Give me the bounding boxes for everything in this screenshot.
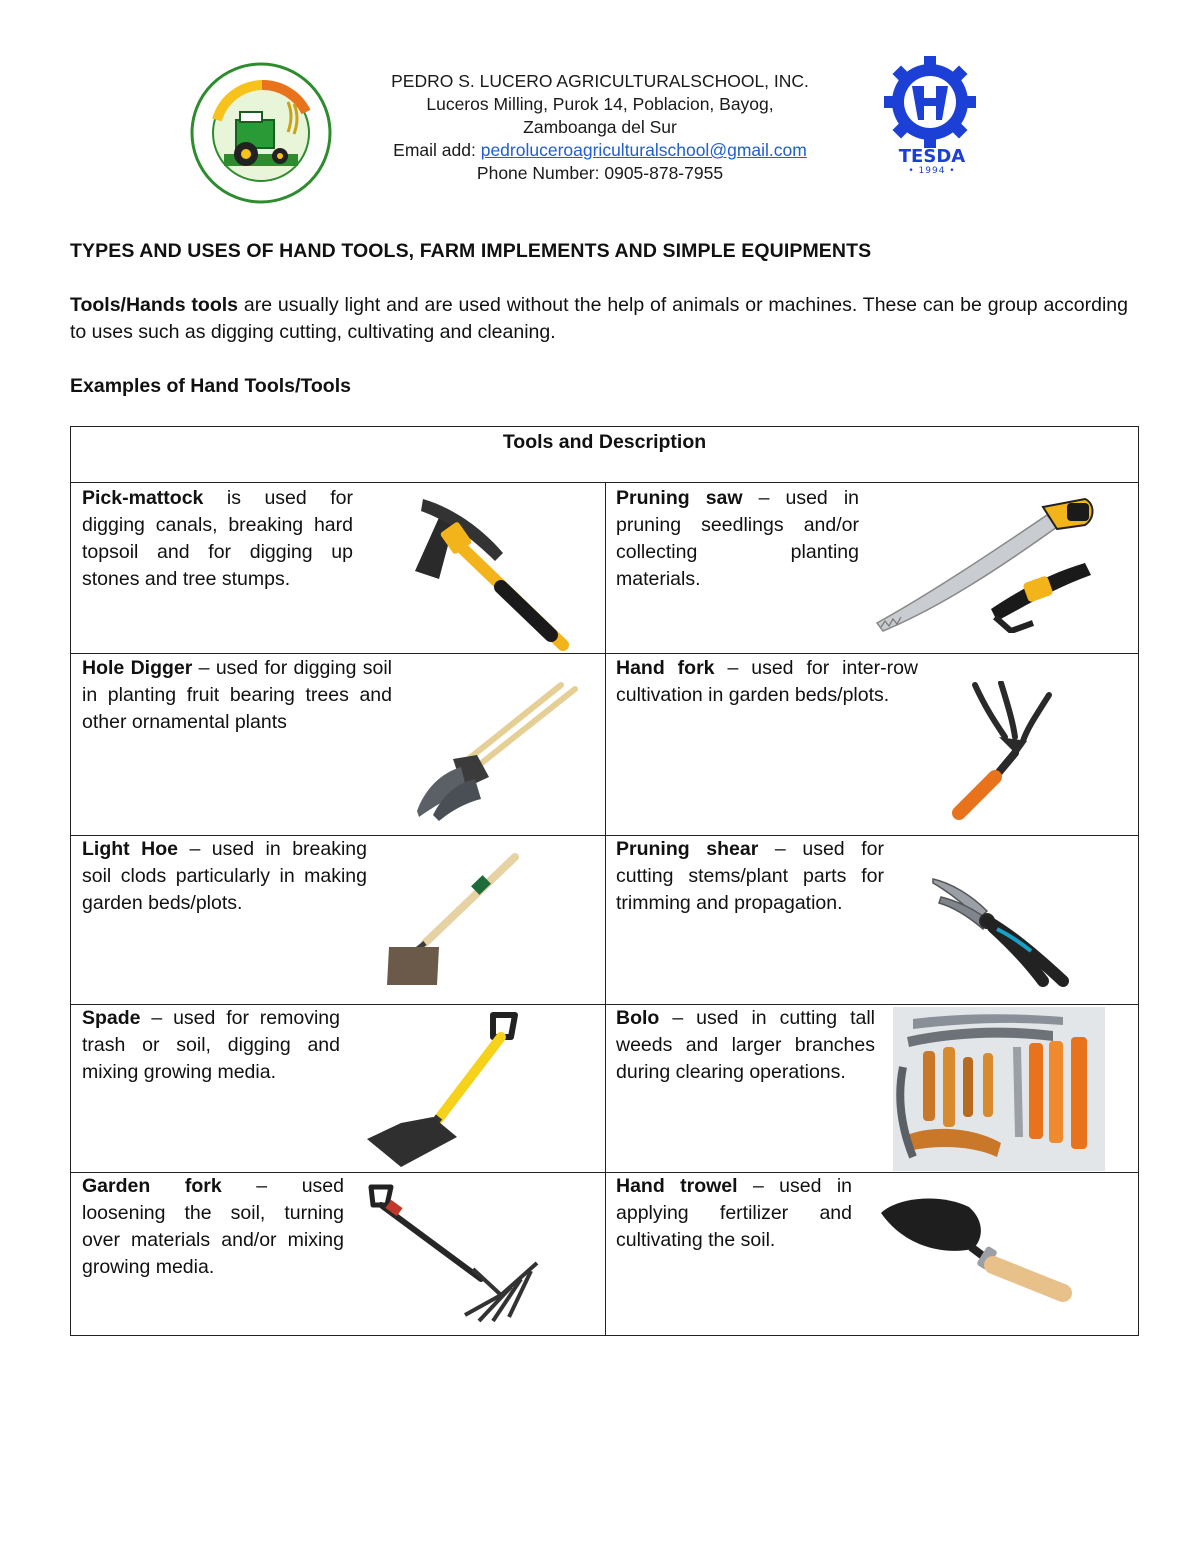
tool-description: is used for digging canals, breaking hard topsoil and for digging up stones and tree stumps. bbox=[82, 487, 353, 590]
tool-description: – used for removing trash or soil, digging and mixing growing media. bbox=[82, 1007, 340, 1083]
tool-name: Bolo bbox=[616, 1007, 660, 1029]
table-header: Tools and Description bbox=[71, 427, 1138, 483]
tesda-label: TESDA bbox=[898, 146, 966, 167]
tool-name: Pruning saw bbox=[616, 487, 743, 509]
table-cell-spade bbox=[82, 1005, 340, 1086]
table-cell-garden-fork bbox=[82, 1173, 344, 1281]
intro-text: are usually light and are used without the help of animals or machines. These can be group according to uses such as digging cutting, cultivating and cleaning. bbox=[70, 294, 1128, 343]
document-title: TYPES AND USES OF HAND TOOLS, FARM IMPLEMENTS AND SIMPLE EQUIPMENTS bbox=[70, 240, 872, 262]
tool-description: – used in pruning seedlings and/or collecting planting materials. bbox=[616, 487, 859, 590]
tesda-year: • 1994 • bbox=[908, 166, 956, 176]
tool-name: Hand fork bbox=[616, 657, 715, 679]
tools-table bbox=[70, 426, 1139, 1336]
tool-description: – used for cutting stems/plant parts for trimming and propagation. bbox=[616, 838, 884, 914]
intro-term: Tools/Hands tools bbox=[70, 294, 239, 316]
address-line-2: Zamboanga del Sur bbox=[523, 117, 677, 137]
tool-description: – used for inter-row cultivation in garden beds/plots. bbox=[616, 657, 918, 706]
examples-heading: Examples of Hand Tools/Tools bbox=[70, 375, 351, 397]
hole-digger-icon bbox=[411, 681, 581, 821]
pruning-saw-icon bbox=[871, 493, 1101, 633]
tool-name: Pruning shear bbox=[616, 838, 759, 860]
letterhead bbox=[340, 70, 860, 185]
hand-trowel-icon bbox=[877, 1193, 1077, 1303]
pick-mattock-icon bbox=[411, 493, 571, 653]
tool-name: Hand trowel bbox=[616, 1175, 738, 1197]
table-cell-pruning-shear bbox=[616, 836, 884, 917]
tool-description: – used in cutting tall weeds and larger branches during clearing operations. bbox=[616, 1007, 875, 1083]
table-cell-hand-fork bbox=[616, 655, 918, 709]
school-name: PEDRO S. LUCERO AGRICULTURALSCHOOL, INC. bbox=[391, 71, 809, 91]
tool-name: Pick-mattock bbox=[82, 487, 204, 509]
email-line bbox=[340, 139, 860, 162]
tool-description: – used in breaking soil clods particularly in making garden beds/plots. bbox=[82, 838, 367, 914]
tool-name: Hole Digger bbox=[82, 657, 193, 679]
spade-icon bbox=[361, 1011, 581, 1171]
table-cell-pick-mattock bbox=[82, 485, 353, 593]
table-cell-pruning-saw bbox=[616, 485, 859, 593]
phone-line: Phone Number: 0905-878-7955 bbox=[476, 163, 724, 183]
table-cell-hole-digger bbox=[82, 655, 392, 736]
tool-name: Spade bbox=[82, 1007, 141, 1029]
intro-paragraph bbox=[70, 292, 1128, 346]
tool-description: – used in applying fertilizer and cultivating the soil. bbox=[616, 1175, 853, 1251]
tool-description: – used loosening the soil, turning over materials and/or mixing growing media. bbox=[82, 1175, 345, 1278]
school-seal-icon bbox=[190, 62, 332, 204]
hand-fork-icon bbox=[931, 681, 1061, 821]
email-label: Email add: bbox=[393, 140, 481, 160]
table-cell-light-hoe bbox=[82, 836, 367, 917]
email-link[interactable]: pedroluceroagriculturalschool@gmail.com bbox=[480, 140, 807, 160]
address-line-1: Luceros Milling, Purok 14, Poblacion, Bayog, bbox=[426, 94, 774, 114]
garden-fork-icon bbox=[361, 1183, 551, 1323]
tool-name: Garden fork bbox=[82, 1175, 222, 1197]
row-divider bbox=[71, 653, 1138, 654]
tool-name: Light Hoe bbox=[82, 838, 178, 860]
table-cell-hand-trowel bbox=[616, 1173, 852, 1254]
table-cell-bolo bbox=[616, 1005, 875, 1086]
column-divider bbox=[605, 483, 606, 1335]
pruning-shear-icon bbox=[931, 877, 1071, 987]
bolo-icon bbox=[893, 1007, 1105, 1171]
tool-description: – used for digging soil in planting fruit bearing trees and other ornamental plants bbox=[82, 657, 392, 733]
light-hoe-icon bbox=[381, 851, 521, 987]
